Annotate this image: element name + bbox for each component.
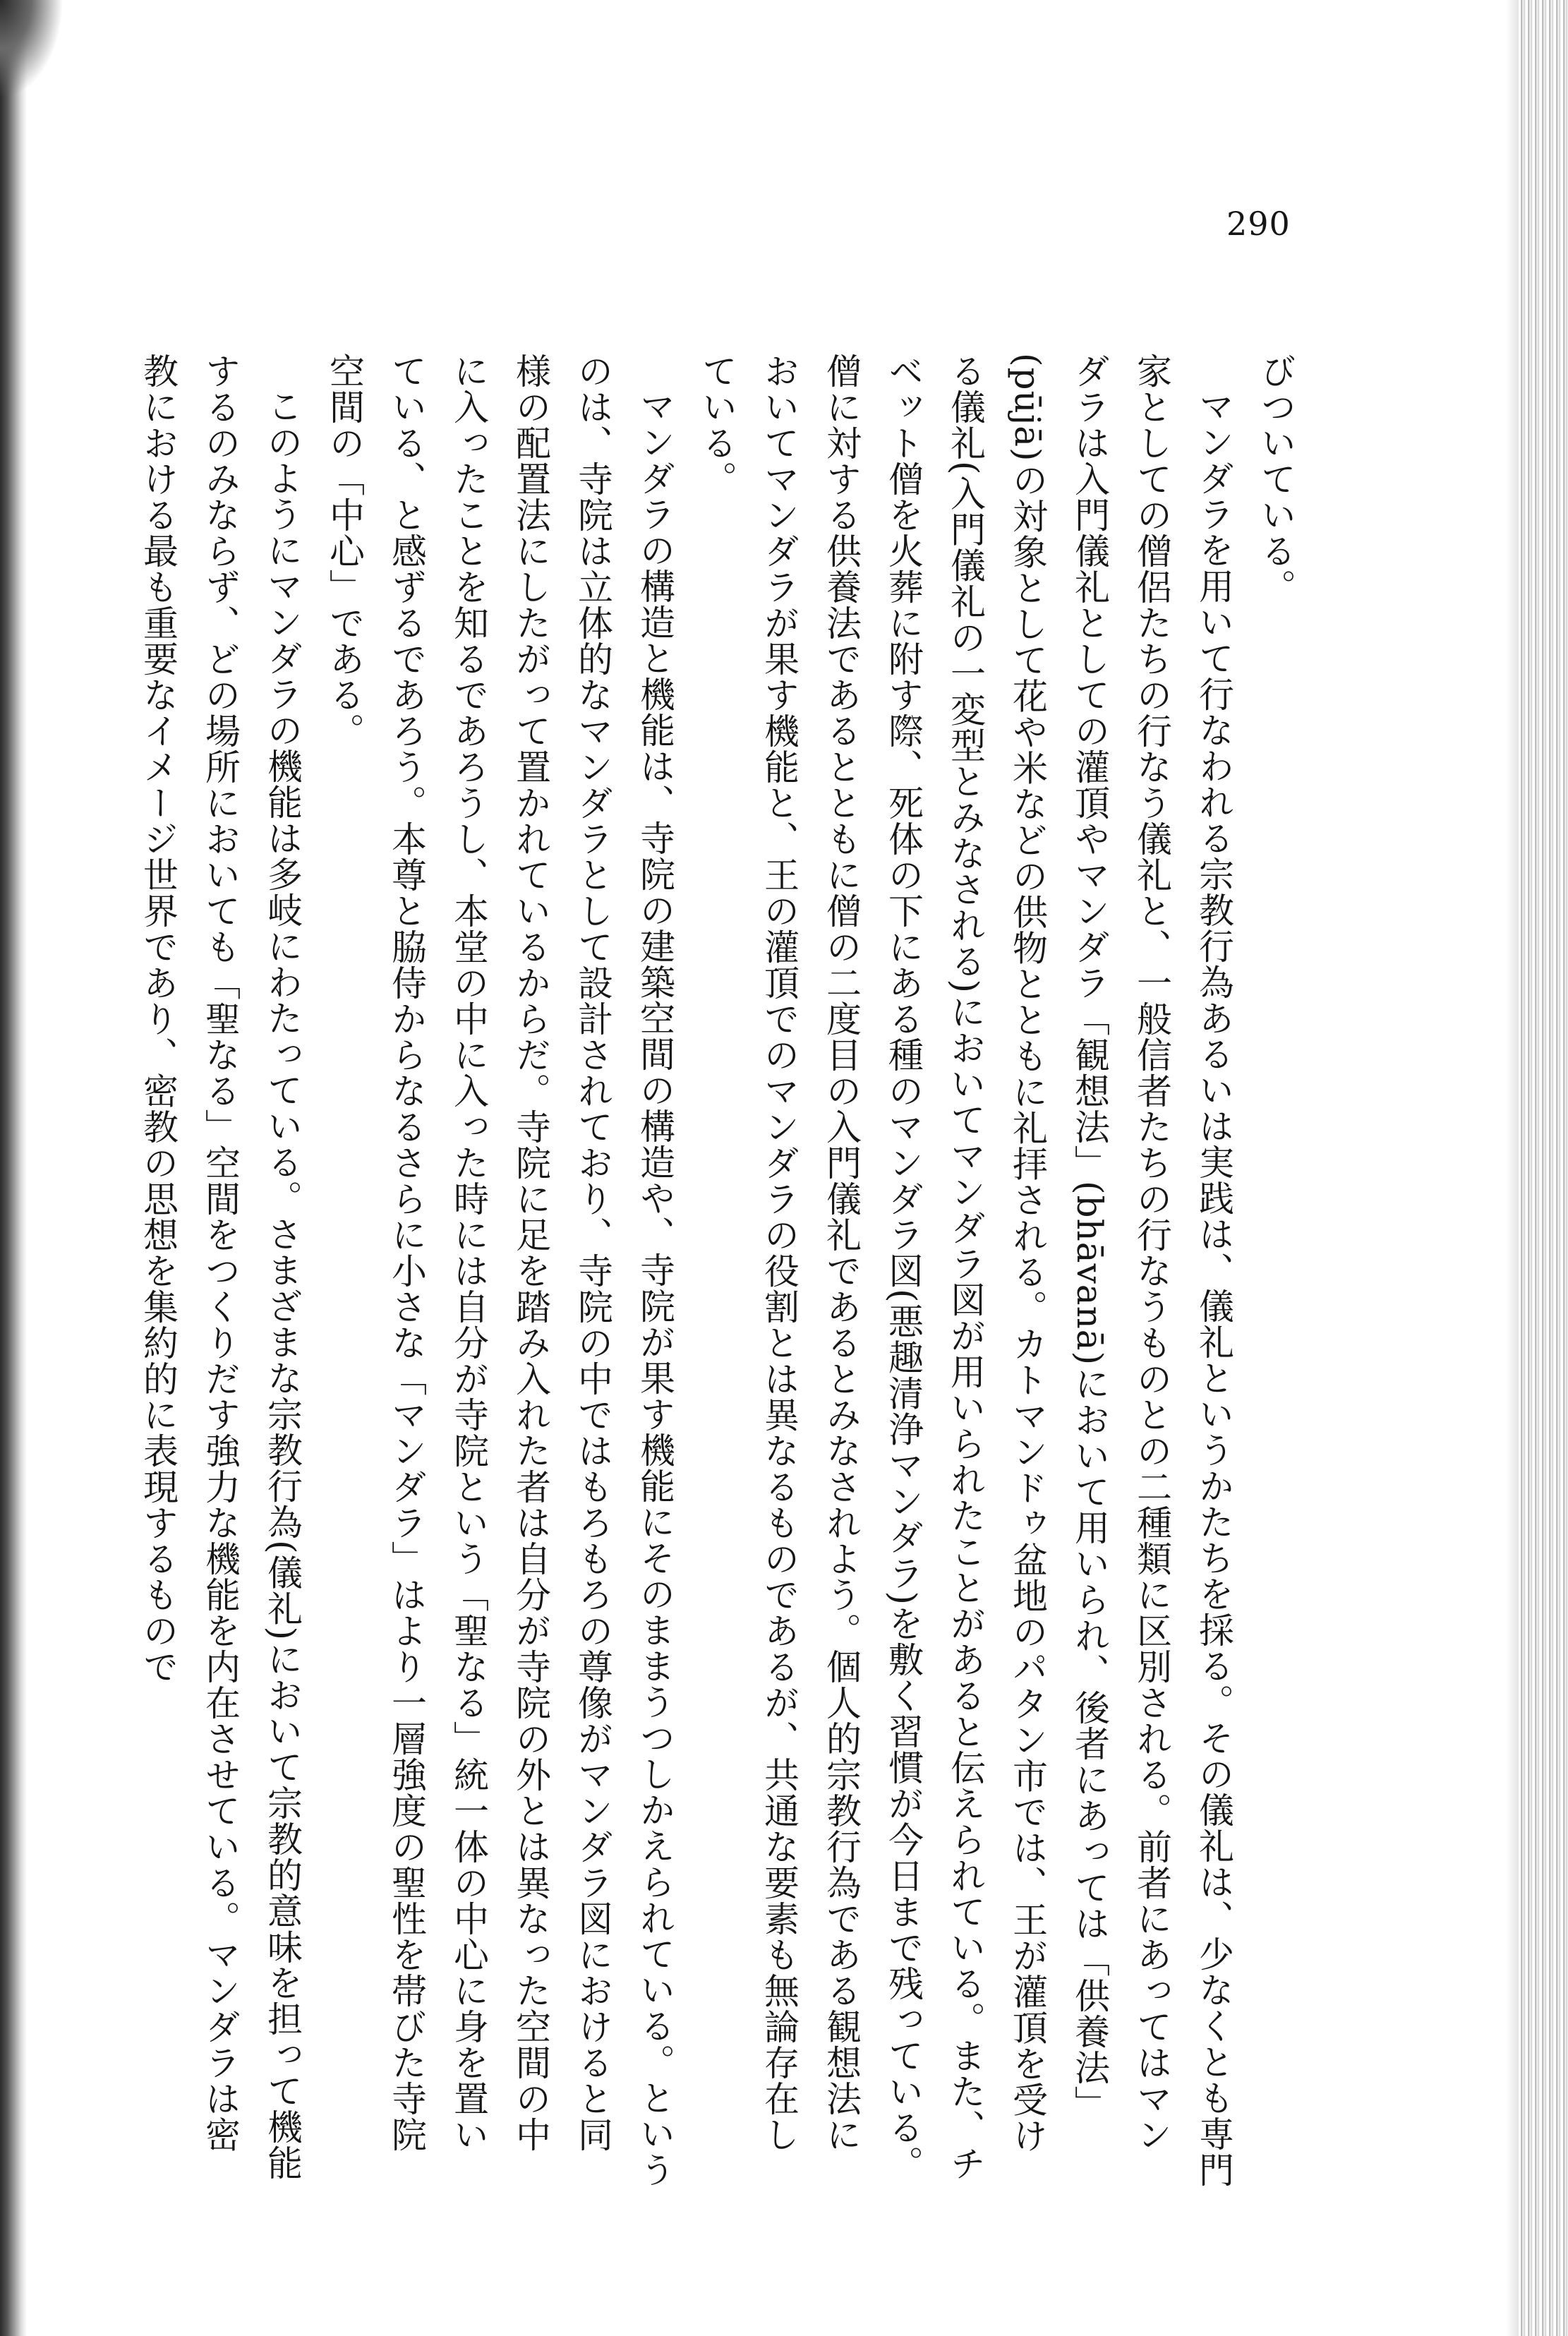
- scan-right-edge: [1519, 0, 1568, 2336]
- body-text: [65, 353, 1307, 2188]
- paragraph-temple: マンダラの構造と機能は、寺院の建築空間の構造や、寺院が果す機能にそのままうつしかえられている。というのは、寺院は立体的なマンダラとして設計されており、寺院の中ではもろもろの尊像がマンダラ図におけると同様の配置法にしたがって置かれているからだ。寺院に足を踏み入れた者は自分が寺院の外とは異なった空間の中に入ったことを知るであろうし、本堂の中に入った時には自分が寺院という「聖なる」統一体の中心に身を置いている、と感ずるであろう。本尊と脇侍からなるさらに小さな「マンダラ」はより一層強度の聖性を帯びた寺院空間の「中心」である。: [324, 353, 675, 2188]
- paragraph-ritual: マンダラを用いて行なわれる宗教行為あるいは実践は、儀礼というかたちを採る。その儀礼は、少なくとも専門家としての僧侶たちの行なう儀礼と、一般信者たちの行なうものとの二種類に区別される。前者にあってはマンダラは入門儀礼としての灌頂やマンダラ「観想法」(bhāvanā)において用いられ、後者にあっては「供養法」(pūjā)の対象として花や米などの供物とともに礼拝される。カトマンドゥ盆地のパタン市では、王が灌頂を受ける儀礼(入門儀礼の一変型とみなされる)においてマンダラ図が用いられたことがあると伝えられている。また、チベット僧を火葬に附す際、死体の下にある種のマンダラ図(悪趣清浄マンダラ)を敷く習慣が今日まで残っている。僧に対する供養法であるとともに僧の二度目の入門儀礼であるとみなされよう。個人的宗教行為である観想法においてマンダラが果す機能と、王の灌頂でのマンダラの役割とは異なるものであるが、共通な要素も無論存在している。: [696, 353, 1234, 2188]
- scan-corner-shadow: [0, 0, 64, 99]
- paragraph-continued: びついている。: [1255, 353, 1296, 605]
- scan-gutter-shadow: [1506, 0, 1519, 2336]
- page-number: 290: [1226, 205, 1291, 243]
- paragraph-function: このようにマンダラの機能は多岐にわたっている。さまざまな宗教行為(儀礼)において宗教的意味を担って機能するのみならず、どの場所においても「聖なる」空間をつくりだす強力な機能を内在させている。マンダラは密教における最も重要なイメージ世界であり、密教の思想を集約的に表現するもので: [138, 353, 303, 2181]
- scan-left-edge: [0, 0, 27, 2336]
